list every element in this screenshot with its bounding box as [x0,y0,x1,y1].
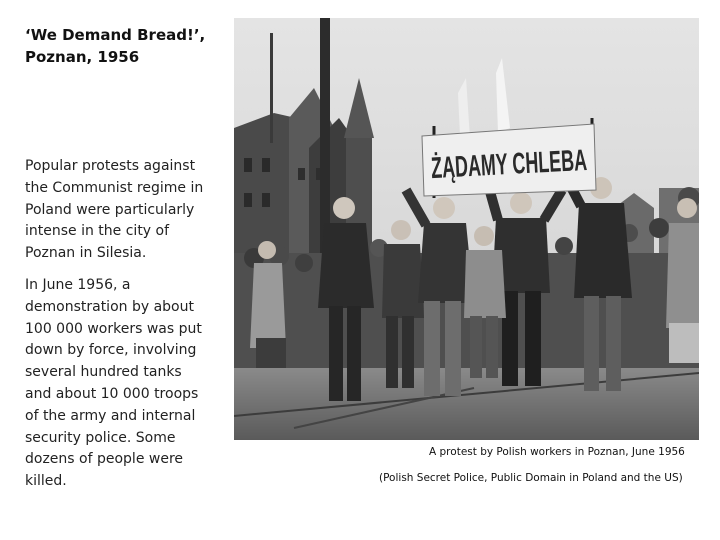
banner-text: ŻĄDAMY CHLEBA [430,138,693,186]
slide-title [25,24,225,68]
details-line: security police. Some [25,429,176,446]
details-line: demonstration by about [25,298,194,315]
details-line: 100 000 workers was put [25,320,202,337]
details-line: killed. [25,473,67,490]
intro-paragraph [25,156,215,265]
photo-credit: (Polish Secret Police, Public Domain in Poland and the US) [379,472,683,484]
details-line: several hundred tanks [25,364,182,381]
details-line: In June 1956, a [25,277,131,293]
title-line-2: Poznan, 1956 [25,48,140,66]
intro-line: the Communist regime in [25,179,204,196]
title-line-1: ‘We Demand Bread!’, [25,26,206,44]
intro-line: Poland were particularly [25,201,195,218]
intro-line: intense in the city of [25,223,170,240]
details-line: dozens of people were [25,451,184,468]
details-line: and about 10 000 troops [25,385,199,402]
details-line: of the army and internal [25,407,196,424]
details-paragraph [25,275,215,493]
intro-line: Popular protests against [25,158,196,174]
photo-caption: A protest by Polish workers in Poznan, June 1956 [429,446,685,458]
details-line: down by force, involving [25,342,197,359]
protest-photo [234,18,699,440]
intro-line: Poznan in Silesia. [25,245,147,262]
